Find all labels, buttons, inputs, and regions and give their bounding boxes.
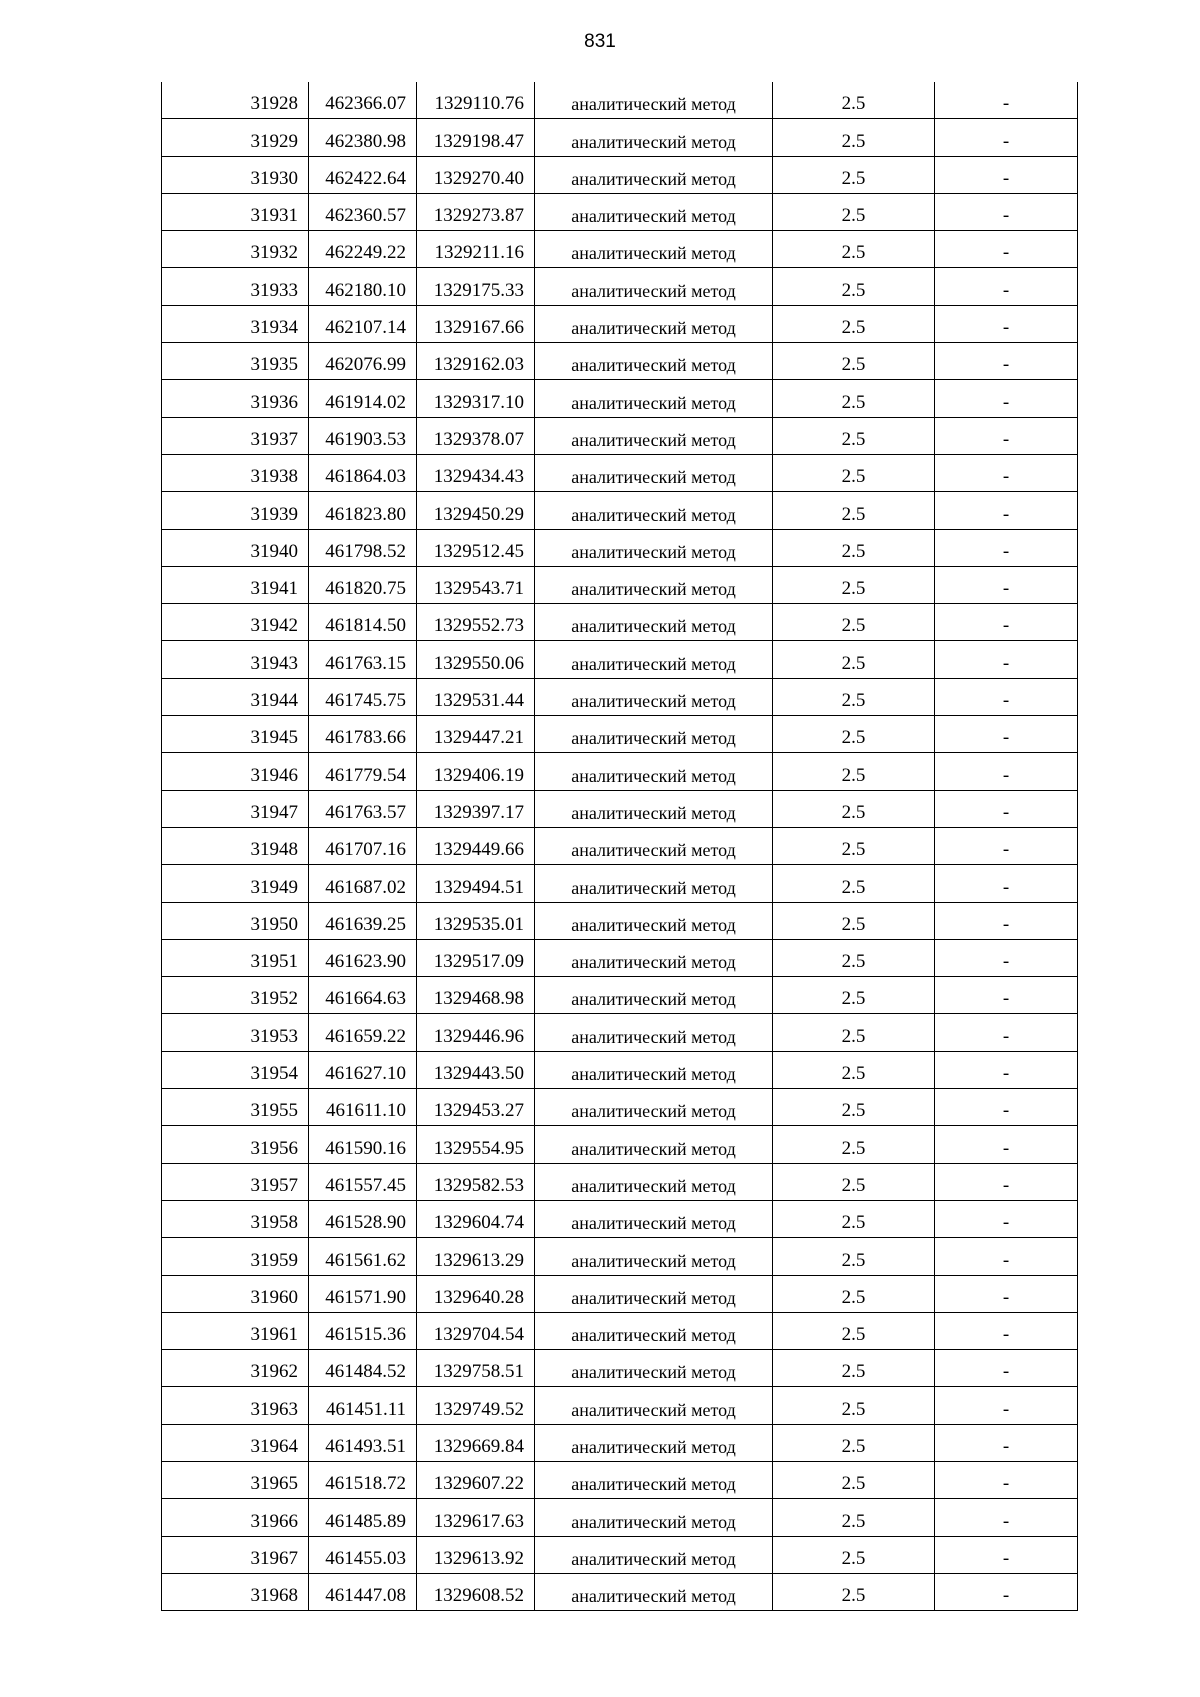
accuracy-cell: 2.5 [773,790,935,827]
note-cell: - [935,380,1078,417]
y-coordinate-cell: 1329550.06 [417,641,535,678]
x-coordinate-cell: 461451.11 [309,1387,417,1424]
point-number-cell: 31961 [162,1312,309,1349]
accuracy-cell: 2.5 [773,492,935,529]
point-number-cell: 31947 [162,790,309,827]
accuracy-cell: 2.5 [773,1387,935,1424]
note-cell: - [935,753,1078,790]
accuracy-cell: 2.5 [773,1573,935,1610]
table-row [162,231,1078,268]
accuracy-cell: 2.5 [773,1014,935,1051]
accuracy-cell: 2.5 [773,1424,935,1461]
x-coordinate-cell: 461823.80 [309,492,417,529]
y-coordinate-cell: 1329608.52 [417,1573,535,1610]
table-row [162,1573,1078,1610]
y-coordinate-cell: 1329758.51 [417,1350,535,1387]
note-cell: - [935,641,1078,678]
method-cell: аналитический метод [535,641,773,678]
y-coordinate-cell: 1329582.53 [417,1163,535,1200]
accuracy-cell: 2.5 [773,343,935,380]
note-cell: - [935,1051,1078,1088]
method-cell: аналитический метод [535,492,773,529]
note-cell: - [935,939,1078,976]
coordinates-table [161,82,1078,1611]
y-coordinate-cell: 1329198.47 [417,119,535,156]
note-cell: - [935,1238,1078,1275]
point-number-cell: 31957 [162,1163,309,1200]
note-cell: - [935,82,1078,119]
point-number-cell: 31934 [162,305,309,342]
x-coordinate-cell: 462076.99 [309,343,417,380]
point-number-cell: 31929 [162,119,309,156]
y-coordinate-cell: 1329175.33 [417,268,535,305]
table-row [162,604,1078,641]
method-cell: аналитический метод [535,1573,773,1610]
note-cell: - [935,678,1078,715]
table-row [162,1499,1078,1536]
y-coordinate-cell: 1329535.01 [417,902,535,939]
note-cell: - [935,1350,1078,1387]
point-number-cell: 31949 [162,865,309,902]
method-cell: аналитический метод [535,156,773,193]
accuracy-cell: 2.5 [773,156,935,193]
coordinates-table-body [162,82,1078,1611]
method-cell: аналитический метод [535,1200,773,1237]
point-number-cell: 31936 [162,380,309,417]
x-coordinate-cell: 461914.02 [309,380,417,417]
x-coordinate-cell: 461557.45 [309,1163,417,1200]
accuracy-cell: 2.5 [773,529,935,566]
note-cell: - [935,417,1078,454]
accuracy-cell: 2.5 [773,939,935,976]
method-cell: аналитический метод [535,1089,773,1126]
accuracy-cell: 2.5 [773,1163,935,1200]
method-cell: аналитический метод [535,529,773,566]
note-cell: - [935,268,1078,305]
method-cell: аналитический метод [535,268,773,305]
method-cell: аналитический метод [535,343,773,380]
note-cell: - [935,1163,1078,1200]
y-coordinate-cell: 1329554.95 [417,1126,535,1163]
point-number-cell: 31968 [162,1573,309,1610]
y-coordinate-cell: 1329317.10 [417,380,535,417]
note-cell: - [935,305,1078,342]
note-cell: - [935,977,1078,1014]
note-cell: - [935,1461,1078,1498]
note-cell: - [935,1275,1078,1312]
y-coordinate-cell: 1329167.66 [417,305,535,342]
method-cell: аналитический метод [535,1163,773,1200]
point-number-cell: 31928 [162,82,309,119]
accuracy-cell: 2.5 [773,1089,935,1126]
accuracy-cell: 2.5 [773,417,935,454]
method-cell: аналитический метод [535,305,773,342]
y-coordinate-cell: 1329512.45 [417,529,535,566]
point-number-cell: 31955 [162,1089,309,1126]
y-coordinate-cell: 1329162.03 [417,343,535,380]
point-number-cell: 31938 [162,454,309,491]
method-cell: аналитический метод [535,1238,773,1275]
x-coordinate-cell: 462422.64 [309,156,417,193]
note-cell: - [935,119,1078,156]
method-cell: аналитический метод [535,119,773,156]
point-number-cell: 31956 [162,1126,309,1163]
method-cell: аналитический метод [535,939,773,976]
accuracy-cell: 2.5 [773,1051,935,1088]
table-row [162,193,1078,230]
x-coordinate-cell: 461611.10 [309,1089,417,1126]
point-number-cell: 31948 [162,827,309,864]
x-coordinate-cell: 461623.90 [309,939,417,976]
table-row [162,1387,1078,1424]
table-row [162,827,1078,864]
table-row [162,1275,1078,1312]
y-coordinate-cell: 1329617.63 [417,1499,535,1536]
method-cell: аналитический метод [535,865,773,902]
table-row [162,417,1078,454]
method-cell: аналитический метод [535,1051,773,1088]
method-cell: аналитический метод [535,454,773,491]
y-coordinate-cell: 1329613.29 [417,1238,535,1275]
point-number-cell: 31964 [162,1424,309,1461]
point-number-cell: 31963 [162,1387,309,1424]
y-coordinate-cell: 1329468.98 [417,977,535,1014]
point-number-cell: 31940 [162,529,309,566]
method-cell: аналитический метод [535,380,773,417]
table-row [162,1089,1078,1126]
table-row [162,380,1078,417]
note-cell: - [935,827,1078,864]
table-row [162,1163,1078,1200]
y-coordinate-cell: 1329397.17 [417,790,535,827]
page-number: 831 [584,31,616,52]
accuracy-cell: 2.5 [773,604,935,641]
table-row [162,977,1078,1014]
accuracy-cell: 2.5 [773,678,935,715]
point-number-cell: 31930 [162,156,309,193]
point-number-cell: 31943 [162,641,309,678]
method-cell: аналитический метод [535,82,773,119]
note-cell: - [935,790,1078,827]
note-cell: - [935,1424,1078,1461]
y-coordinate-cell: 1329434.43 [417,454,535,491]
table-row [162,82,1078,119]
x-coordinate-cell: 461571.90 [309,1275,417,1312]
y-coordinate-cell: 1329406.19 [417,753,535,790]
accuracy-cell: 2.5 [773,1200,935,1237]
y-coordinate-cell: 1329543.71 [417,566,535,603]
accuracy-cell: 2.5 [773,1238,935,1275]
method-cell: аналитический метод [535,1536,773,1573]
x-coordinate-cell: 461903.53 [309,417,417,454]
method-cell: аналитический метод [535,566,773,603]
table-row [162,1238,1078,1275]
table-row [162,305,1078,342]
y-coordinate-cell: 1329669.84 [417,1424,535,1461]
method-cell: аналитический метод [535,1387,773,1424]
point-number-cell: 31945 [162,716,309,753]
note-cell: - [935,1089,1078,1126]
y-coordinate-cell: 1329704.54 [417,1312,535,1349]
y-coordinate-cell: 1329450.29 [417,492,535,529]
accuracy-cell: 2.5 [773,865,935,902]
point-number-cell: 31960 [162,1275,309,1312]
y-coordinate-cell: 1329110.76 [417,82,535,119]
x-coordinate-cell: 461484.52 [309,1350,417,1387]
table-row [162,1051,1078,1088]
method-cell: аналитический метод [535,417,773,454]
x-coordinate-cell: 462107.14 [309,305,417,342]
x-coordinate-cell: 461763.15 [309,641,417,678]
x-coordinate-cell: 461783.66 [309,716,417,753]
method-cell: аналитический метод [535,753,773,790]
x-coordinate-cell: 462180.10 [309,268,417,305]
accuracy-cell: 2.5 [773,231,935,268]
x-coordinate-cell: 461493.51 [309,1424,417,1461]
accuracy-cell: 2.5 [773,119,935,156]
y-coordinate-cell: 1329443.50 [417,1051,535,1088]
y-coordinate-cell: 1329640.28 [417,1275,535,1312]
accuracy-cell: 2.5 [773,1461,935,1498]
note-cell: - [935,343,1078,380]
note-cell: - [935,1312,1078,1349]
y-coordinate-cell: 1329552.73 [417,604,535,641]
note-cell: - [935,1499,1078,1536]
accuracy-cell: 2.5 [773,1275,935,1312]
x-coordinate-cell: 461447.08 [309,1573,417,1610]
method-cell: аналитический метод [535,604,773,641]
point-number-cell: 31933 [162,268,309,305]
accuracy-cell: 2.5 [773,827,935,864]
note-cell: - [935,566,1078,603]
point-number-cell: 31965 [162,1461,309,1498]
accuracy-cell: 2.5 [773,268,935,305]
accuracy-cell: 2.5 [773,977,935,1014]
method-cell: аналитический метод [535,1312,773,1349]
table-row [162,1461,1078,1498]
table-row [162,156,1078,193]
table-row [162,641,1078,678]
note-cell: - [935,193,1078,230]
accuracy-cell: 2.5 [773,753,935,790]
accuracy-cell: 2.5 [773,305,935,342]
table-row [162,1200,1078,1237]
x-coordinate-cell: 461561.62 [309,1238,417,1275]
point-number-cell: 31952 [162,977,309,1014]
note-cell: - [935,1387,1078,1424]
note-cell: - [935,156,1078,193]
table-row [162,1312,1078,1349]
x-coordinate-cell: 461639.25 [309,902,417,939]
table-row [162,566,1078,603]
x-coordinate-cell: 461798.52 [309,529,417,566]
accuracy-cell: 2.5 [773,716,935,753]
note-cell: - [935,454,1078,491]
method-cell: аналитический метод [535,1499,773,1536]
y-coordinate-cell: 1329449.66 [417,827,535,864]
note-cell: - [935,902,1078,939]
table-row [162,343,1078,380]
method-cell: аналитический метод [535,1424,773,1461]
table-row [162,902,1078,939]
x-coordinate-cell: 461528.90 [309,1200,417,1237]
y-coordinate-cell: 1329447.21 [417,716,535,753]
x-coordinate-cell: 461455.03 [309,1536,417,1573]
x-coordinate-cell: 461664.63 [309,977,417,1014]
y-coordinate-cell: 1329517.09 [417,939,535,976]
accuracy-cell: 2.5 [773,1350,935,1387]
x-coordinate-cell: 461763.57 [309,790,417,827]
table-row [162,716,1078,753]
method-cell: аналитический метод [535,1461,773,1498]
x-coordinate-cell: 461515.36 [309,1312,417,1349]
table-row [162,268,1078,305]
point-number-cell: 31941 [162,566,309,603]
table-row [162,529,1078,566]
point-number-cell: 31937 [162,417,309,454]
note-cell: - [935,1014,1078,1051]
point-number-cell: 31958 [162,1200,309,1237]
point-number-cell: 31932 [162,231,309,268]
point-number-cell: 31954 [162,1051,309,1088]
x-coordinate-cell: 461707.16 [309,827,417,864]
method-cell: аналитический метод [535,678,773,715]
note-cell: - [935,231,1078,268]
point-number-cell: 31967 [162,1536,309,1573]
accuracy-cell: 2.5 [773,1499,935,1536]
x-coordinate-cell: 461518.72 [309,1461,417,1498]
method-cell: аналитический метод [535,1014,773,1051]
x-coordinate-cell: 462366.07 [309,82,417,119]
point-number-cell: 31942 [162,604,309,641]
x-coordinate-cell: 461745.75 [309,678,417,715]
method-cell: аналитический метод [535,1350,773,1387]
y-coordinate-cell: 1329453.27 [417,1089,535,1126]
x-coordinate-cell: 461485.89 [309,1499,417,1536]
accuracy-cell: 2.5 [773,566,935,603]
accuracy-cell: 2.5 [773,902,935,939]
y-coordinate-cell: 1329211.16 [417,231,535,268]
table-row [162,678,1078,715]
note-cell: - [935,865,1078,902]
x-coordinate-cell: 461659.22 [309,1014,417,1051]
accuracy-cell: 2.5 [773,380,935,417]
note-cell: - [935,1536,1078,1573]
point-number-cell: 31962 [162,1350,309,1387]
accuracy-cell: 2.5 [773,82,935,119]
y-coordinate-cell: 1329531.44 [417,678,535,715]
table-row [162,119,1078,156]
accuracy-cell: 2.5 [773,454,935,491]
x-coordinate-cell: 461814.50 [309,604,417,641]
note-cell: - [935,492,1078,529]
table-row [162,939,1078,976]
point-number-cell: 31935 [162,343,309,380]
x-coordinate-cell: 461820.75 [309,566,417,603]
table-row [162,865,1078,902]
table-row [162,492,1078,529]
x-coordinate-cell: 462249.22 [309,231,417,268]
point-number-cell: 31931 [162,193,309,230]
point-number-cell: 31939 [162,492,309,529]
method-cell: аналитический метод [535,977,773,1014]
note-cell: - [935,604,1078,641]
point-number-cell: 31959 [162,1238,309,1275]
table-row [162,454,1078,491]
method-cell: аналитический метод [535,231,773,268]
table-row [162,1350,1078,1387]
accuracy-cell: 2.5 [773,1312,935,1349]
x-coordinate-cell: 461590.16 [309,1126,417,1163]
point-number-cell: 31944 [162,678,309,715]
accuracy-cell: 2.5 [773,1536,935,1573]
y-coordinate-cell: 1329604.74 [417,1200,535,1237]
table-row [162,1014,1078,1051]
y-coordinate-cell: 1329749.52 [417,1387,535,1424]
method-cell: аналитический метод [535,1126,773,1163]
method-cell: аналитический метод [535,827,773,864]
x-coordinate-cell: 461779.54 [309,753,417,790]
method-cell: аналитический метод [535,193,773,230]
y-coordinate-cell: 1329378.07 [417,417,535,454]
x-coordinate-cell: 461687.02 [309,865,417,902]
y-coordinate-cell: 1329494.51 [417,865,535,902]
note-cell: - [935,1573,1078,1610]
table-row [162,753,1078,790]
y-coordinate-cell: 1329270.40 [417,156,535,193]
method-cell: аналитический метод [535,716,773,753]
y-coordinate-cell: 1329613.92 [417,1536,535,1573]
table-row [162,790,1078,827]
accuracy-cell: 2.5 [773,641,935,678]
x-coordinate-cell: 461627.10 [309,1051,417,1088]
point-number-cell: 31946 [162,753,309,790]
table-row [162,1424,1078,1461]
point-number-cell: 31950 [162,902,309,939]
accuracy-cell: 2.5 [773,193,935,230]
y-coordinate-cell: 1329446.96 [417,1014,535,1051]
method-cell: аналитический метод [535,790,773,827]
x-coordinate-cell: 462360.57 [309,193,417,230]
note-cell: - [935,529,1078,566]
note-cell: - [935,1126,1078,1163]
x-coordinate-cell: 462380.98 [309,119,417,156]
note-cell: - [935,716,1078,753]
y-coordinate-cell: 1329607.22 [417,1461,535,1498]
note-cell: - [935,1200,1078,1237]
table-row [162,1536,1078,1573]
point-number-cell: 31951 [162,939,309,976]
accuracy-cell: 2.5 [773,1126,935,1163]
y-coordinate-cell: 1329273.87 [417,193,535,230]
x-coordinate-cell: 461864.03 [309,454,417,491]
point-number-cell: 31953 [162,1014,309,1051]
point-number-cell: 31966 [162,1499,309,1536]
method-cell: аналитический метод [535,1275,773,1312]
method-cell: аналитический метод [535,902,773,939]
table-row [162,1126,1078,1163]
